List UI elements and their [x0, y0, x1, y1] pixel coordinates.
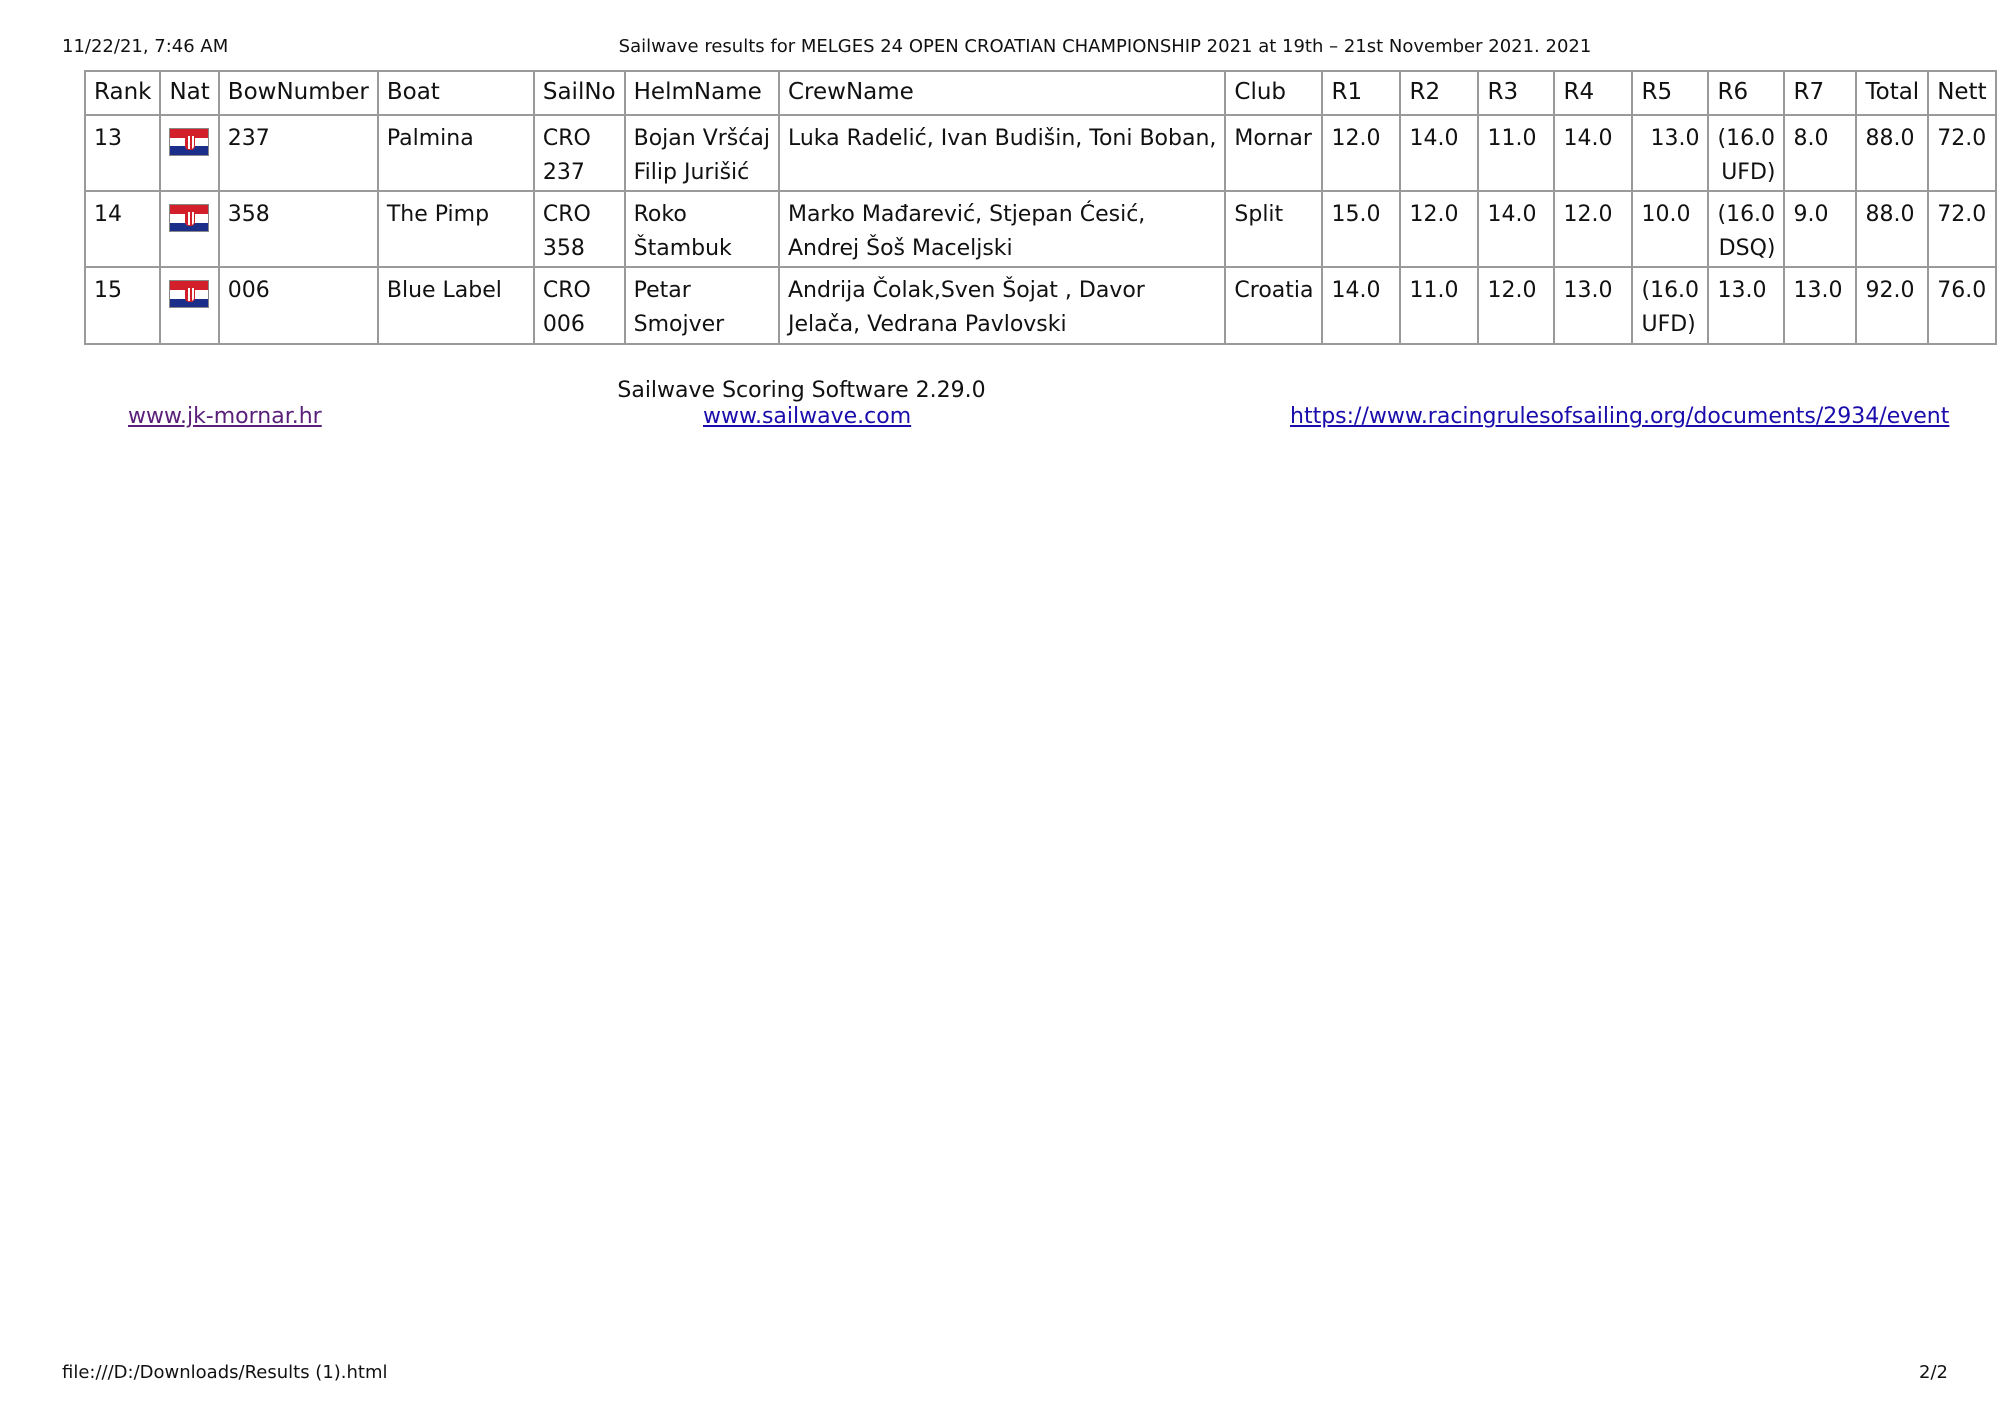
cell-helmname: [625, 191, 779, 267]
croatia-flag-icon: [169, 204, 209, 232]
cell-boat: The Pimp: [378, 191, 534, 267]
cell-total: 92.0: [1856, 267, 1928, 343]
table-row: [85, 267, 1996, 343]
r5-penalty: UFD): [1641, 312, 1696, 338]
croatia-flag-icon: [169, 280, 209, 308]
cell-nett: 72.0: [1928, 191, 1995, 267]
col-header-nett: Nett: [1928, 71, 1995, 115]
cell-r6: 13.0: [1708, 267, 1784, 343]
cell-nat: [160, 267, 218, 343]
cell-boat: Palmina: [378, 115, 534, 191]
cell-boat: Blue Label: [378, 267, 534, 343]
col-header-r4: R4: [1554, 71, 1632, 115]
sailno-country: CRO: [542, 202, 591, 228]
cell-sailno: [534, 267, 625, 343]
sailno-number: 237: [542, 160, 585, 186]
col-header-crewname: CrewName: [779, 71, 1225, 115]
cell-r3: 11.0: [1478, 115, 1554, 191]
cell-helmname: [625, 267, 779, 343]
col-header-r3: R3: [1478, 71, 1554, 115]
cell-rank: 14: [85, 191, 160, 267]
cell-r4: 12.0: [1554, 191, 1632, 267]
cell-r1: 14.0: [1322, 267, 1400, 343]
col-header-r5: R5: [1632, 71, 1708, 115]
file-path: file:///D:/Downloads/Results (1).html: [62, 1362, 388, 1383]
cell-r2: 11.0: [1400, 267, 1478, 343]
table-header-row: [85, 71, 1996, 115]
page-number: 2/2: [1919, 1362, 1948, 1383]
sailno-country: CRO: [542, 126, 591, 151]
helm-line-1: Petar: [633, 278, 691, 304]
table-row: [85, 115, 1996, 191]
crew-line-1: Andrija Čolak,Sven Šojat , Davor: [787, 278, 1145, 304]
cell-r7: 9.0: [1784, 191, 1856, 267]
col-header-r7: R7: [1784, 71, 1856, 115]
cell-r1: 12.0: [1322, 115, 1400, 191]
helm-line-2: Smojver: [633, 312, 725, 338]
cell-r7: 8.0: [1784, 115, 1856, 191]
r6-penalty: UFD): [1721, 160, 1776, 186]
cell-club: Croatia: [1225, 267, 1322, 343]
r5-score: (16.0: [1641, 278, 1700, 304]
r6-penalty: DSQ): [1718, 236, 1776, 262]
col-header-r1: R1: [1322, 71, 1400, 115]
col-header-total: Total: [1856, 71, 1928, 115]
col-header-club: Club: [1225, 71, 1322, 115]
cell-bownumber: 006: [219, 267, 378, 343]
print-date: 11/22/21, 7:46 AM: [62, 36, 229, 57]
cell-total: 88.0: [1856, 115, 1928, 191]
results-table: [84, 70, 1997, 345]
col-header-nat: Nat: [160, 71, 218, 115]
cell-nett: 76.0: [1928, 267, 1995, 343]
cell-rank: 15: [85, 267, 160, 343]
cell-crewname: [779, 115, 1225, 191]
cell-r2: 14.0: [1400, 115, 1478, 191]
col-header-helmname: HelmName: [625, 71, 779, 115]
cell-total: 88.0: [1856, 191, 1928, 267]
cell-nat: [160, 191, 218, 267]
col-header-boat: Boat: [378, 71, 534, 115]
cell-helmname: [625, 115, 779, 191]
sailwave-website-link[interactable]: www.sailwave.com: [703, 404, 912, 429]
sailno-number: 358: [542, 236, 585, 262]
cell-bownumber: 358: [219, 191, 378, 267]
cell-club: Split: [1225, 191, 1322, 267]
cell-r4: 13.0: [1554, 267, 1632, 343]
r6-score: (16.0: [1717, 202, 1776, 228]
cell-club: Mornar: [1225, 115, 1322, 191]
col-header-r6: R6: [1708, 71, 1784, 115]
cell-nett: 72.0: [1928, 115, 1995, 191]
col-header-rank: Rank: [85, 71, 160, 115]
cell-r5: 13.0: [1632, 115, 1708, 191]
cell-r3: 12.0: [1478, 267, 1554, 343]
cell-crewname: [779, 191, 1225, 267]
cell-r5: 10.0: [1632, 191, 1708, 267]
r6-score: (16.0: [1717, 126, 1776, 151]
col-header-r2: R2: [1400, 71, 1478, 115]
racing-rules-link[interactable]: https://www.racingrulesofsailing.org/documents/2934/event: [1290, 404, 1950, 429]
cell-bownumber: 237: [219, 115, 378, 191]
cell-r3: 14.0: [1478, 191, 1554, 267]
crew-line-1: Luka Radelić, Ivan Budišin, Toni Boban,: [787, 126, 1217, 151]
col-header-sailno: SailNo: [534, 71, 625, 115]
cell-r7: 13.0: [1784, 267, 1856, 343]
software-credit: Sailwave Scoring Software 2.29.0: [617, 378, 986, 403]
helm-line-2: Štambuk: [633, 236, 732, 262]
cell-r1: 15.0: [1322, 191, 1400, 267]
cell-nat: [160, 115, 218, 191]
sailno-number: 006: [542, 312, 585, 338]
col-header-bownumber: BowNumber: [219, 71, 378, 115]
helm-line-2: Filip Jurišić: [633, 160, 750, 186]
cell-r6: [1708, 191, 1784, 267]
club-website-link[interactable]: www.jk-mornar.hr: [128, 404, 322, 429]
croatia-flag-icon: [169, 128, 209, 156]
cell-rank: 13: [85, 115, 160, 191]
sailno-country: CRO: [542, 278, 591, 304]
helm-line-1: Roko: [633, 202, 687, 228]
page-title: Sailwave results for MELGES 24 OPEN CROATIAN CHAMPIONSHIP 2021 at 19th – 21st November 2021. 2021: [618, 36, 1592, 57]
crew-line-1: Marko Mađarević, Stjepan Ćesić,: [787, 202, 1146, 228]
helm-line-1: Bojan Vršćaj: [633, 126, 770, 151]
crew-line-2: Andrej Šoš Maceljski: [787, 236, 1013, 262]
cell-sailno: [534, 191, 625, 267]
cell-r4: 14.0: [1554, 115, 1632, 191]
cell-r6: [1708, 115, 1784, 191]
cell-crewname: [779, 267, 1225, 343]
cell-r2: 12.0: [1400, 191, 1478, 267]
table-row: [85, 191, 1996, 267]
crew-line-2: Jelača, Vedrana Pavlovski: [787, 312, 1067, 338]
cell-sailno: [534, 115, 625, 191]
cell-r5: [1632, 267, 1708, 343]
